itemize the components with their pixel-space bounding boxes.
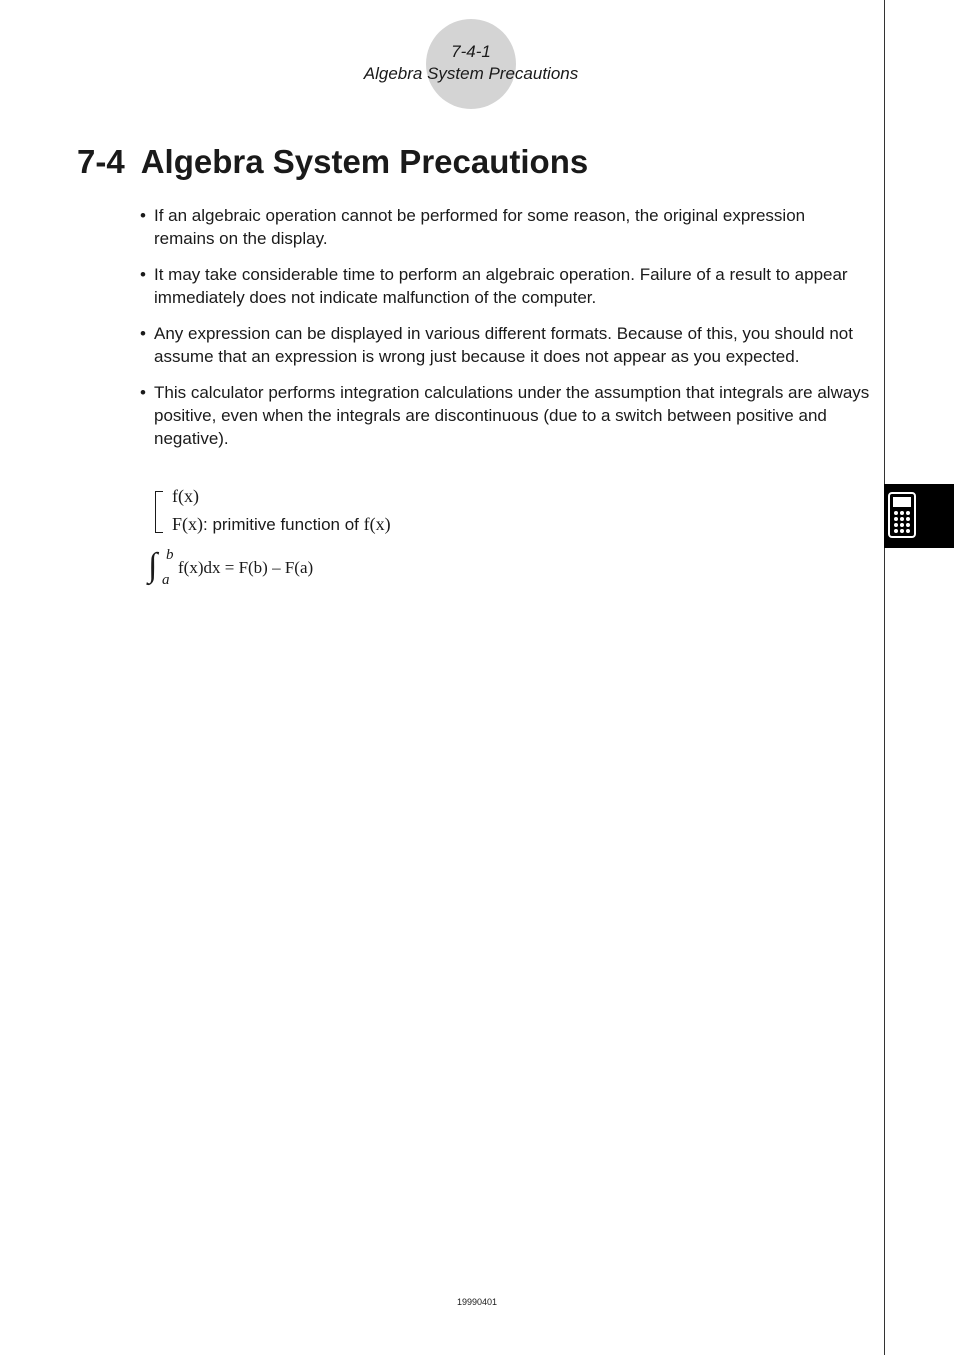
primitive-function-arg: f(x): [363, 514, 391, 534]
integral-sign: ∫: [148, 547, 158, 584]
list-item: [140, 263, 870, 309]
function-definition: [155, 484, 555, 544]
integral-lower-limit: a: [162, 572, 170, 588]
definite-integral-formula: [148, 548, 448, 598]
primitive-function-line: [172, 513, 391, 536]
primitive-function-symbol: F(x): [172, 514, 203, 534]
precautions-list: [140, 204, 870, 463]
section-heading: [77, 140, 588, 184]
list-item-text: This calculator performs integration calculations under the assumption that integrals are always positive, even when the integrals are discontinuous (due to a switch between positive and negative).: [154, 383, 870, 448]
bullet-symbol: •: [140, 265, 146, 284]
function-line: [172, 485, 199, 508]
bullet-symbol: •: [140, 206, 146, 225]
integral-expression: f(x)dx = F(b) – F(a): [178, 558, 314, 577]
list-item-text: Any expression can be displayed in various different formats. Because of this, you should not assume that an expression is wrong just because it does not appear as you expected.: [154, 324, 853, 366]
header-page-number: 7-4-1: [451, 42, 491, 61]
function-expression: f(x): [172, 486, 199, 506]
bullet-symbol: •: [140, 324, 146, 343]
primitive-function-text: : primitive function of: [203, 515, 364, 534]
section-number: 7-4: [77, 143, 125, 180]
header-running-title: Algebra System Precautions: [363, 64, 579, 83]
list-item: [140, 322, 870, 368]
list-item: [140, 381, 870, 450]
list-item-text: It may take considerable time to perform an algebraic operation. Failure of a result to appear immediately does not indicate malfunction of the computer.: [154, 265, 848, 307]
integral-upper-limit: b: [166, 547, 174, 563]
section-title: Algebra System Precautions: [140, 143, 589, 180]
calculator-icon: [888, 492, 916, 538]
bracket: [155, 491, 163, 533]
right-margin-rule: [884, 0, 885, 1355]
footer-code: 19990401: [456, 1297, 498, 1307]
list-item: [140, 204, 870, 250]
bullet-symbol: •: [140, 383, 146, 402]
chapter-side-tab: [884, 484, 954, 548]
list-item-text: If an algebraic operation cannot be performed for some reason, the original expression remains on the display.: [154, 206, 806, 248]
